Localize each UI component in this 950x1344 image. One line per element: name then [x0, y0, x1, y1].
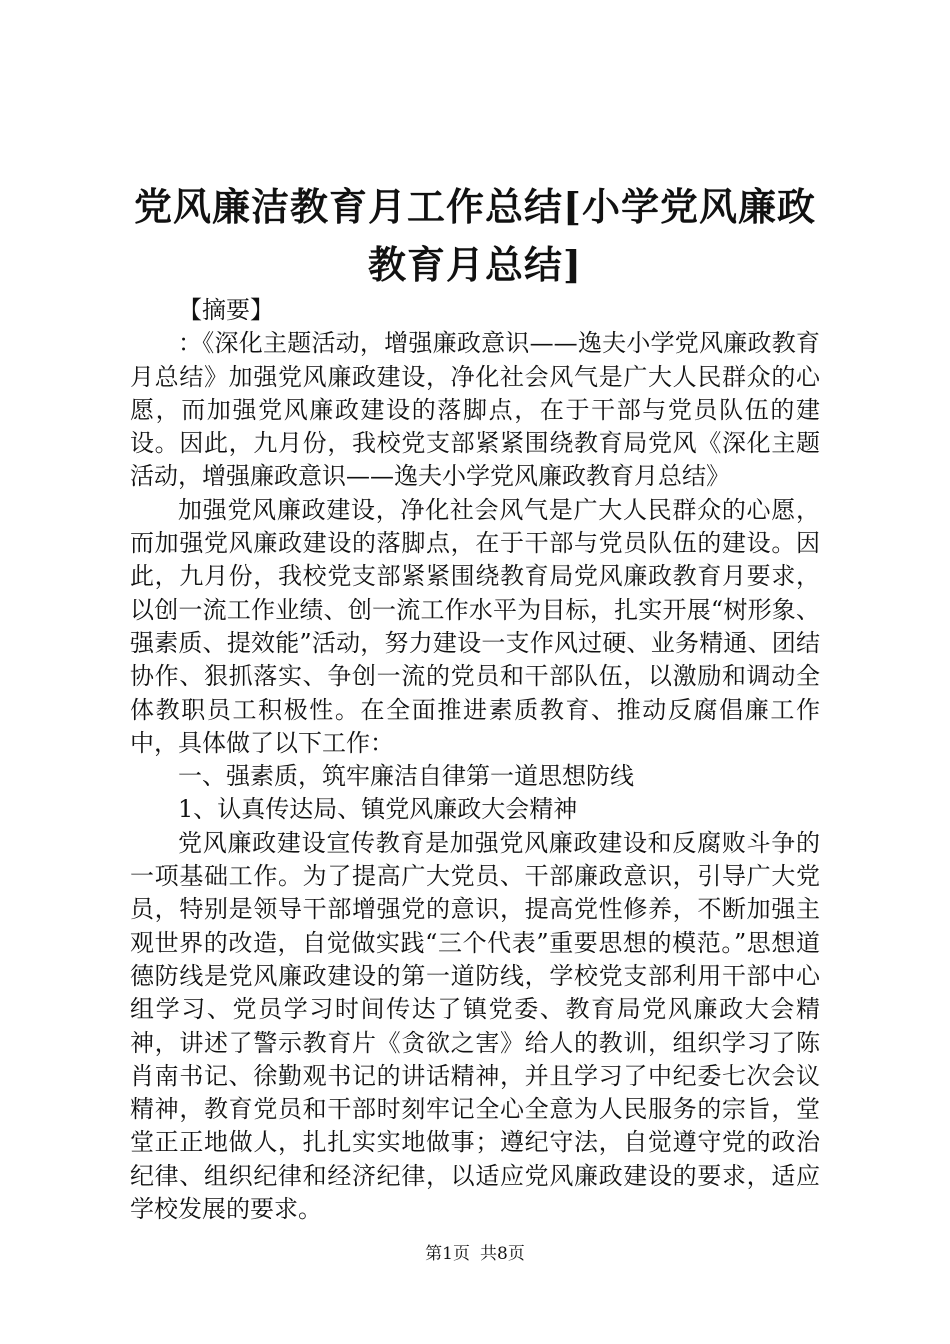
subsection-heading: 1、认真传达局、镇党风廉政大会精神 [178, 795, 578, 824]
page-total: 共8页 [480, 1244, 525, 1264]
document-title: 党风廉洁教育月工作总结[小学党风廉政教育月总结] [134, 184, 816, 287]
section-heading: 一、强素质，筑牢廉洁自律第一道思想防线 [178, 762, 634, 791]
page-number: 第1页 [425, 1244, 470, 1264]
intro-paragraph: 加强党风廉政建设，净化社会风气是广大人民群众的心愿，而加强党风廉政建设的落脚点，在于干部与党员队伍的建设。因此，九月份，我校党支部紧紧围绕教育局党风廉政教育月要求，以创一流工作业绩、创一流工作水平为目标，扎实开展“树形象、强素质、提效能”活动，努力建设一支作风过硬、业务精通、团结协作、狠抓落实、争创一流的党员和干部队伍，以激励和调动全体教职员工积极性。在全面推进素质教育、推动反腐倡廉工作中，具体做了以下工作： [130, 495, 820, 757]
body-paragraph: 党风廉政建设宣传教育是加强党风廉政建设和反腐败斗争的一项基础工作。为了提高广大党员、干部廉政意识，引导广大党员，特别是领导干部增强党的意识，提高党性修养，不断加强主观世界的改造，自觉做实践“三个代表”重要思想的模范。”思想道德防线是党风廉政建设的第一道防线，学校党支部利用干部中心组学习、党员学习时间传达了镇党委、教育局党风廉政大会精神，讲述了警示教育片《贪欲之害》给人的教训，组织学习了陈肖南书记、徐勤观书记的讲话精神，并且学习了中纪委七次会议精神，教育党员和干部时刻牢记全心全意为人民服务的宗旨，堂堂正正地做人，扎扎实实地做事；遵纪守法，自觉遵守党的政治纪律、组织纪律和经济纪律，以适应党风廉政建设的要求，适应学校发展的要求。 [130, 828, 820, 1224]
abstract-paragraph: ：《深化主题活动，增强廉政意识——逸夫小学党风廉政教育月总结》加强党风廉政建设，净化社会风气是广大人民群众的心愿，而加强党风廉政建设的落脚点，在于干部与党员队伍的建设。因此，九月份，我校党支部紧紧围绕教育局党风《深化主题活动，增强廉政意识——逸夫小学党风廉政教育月总结》 [130, 329, 820, 491]
page-footer [0, 1243, 950, 1265]
document-body [130, 294, 820, 1226]
abstract-heading: 【摘要】 [178, 296, 274, 324]
